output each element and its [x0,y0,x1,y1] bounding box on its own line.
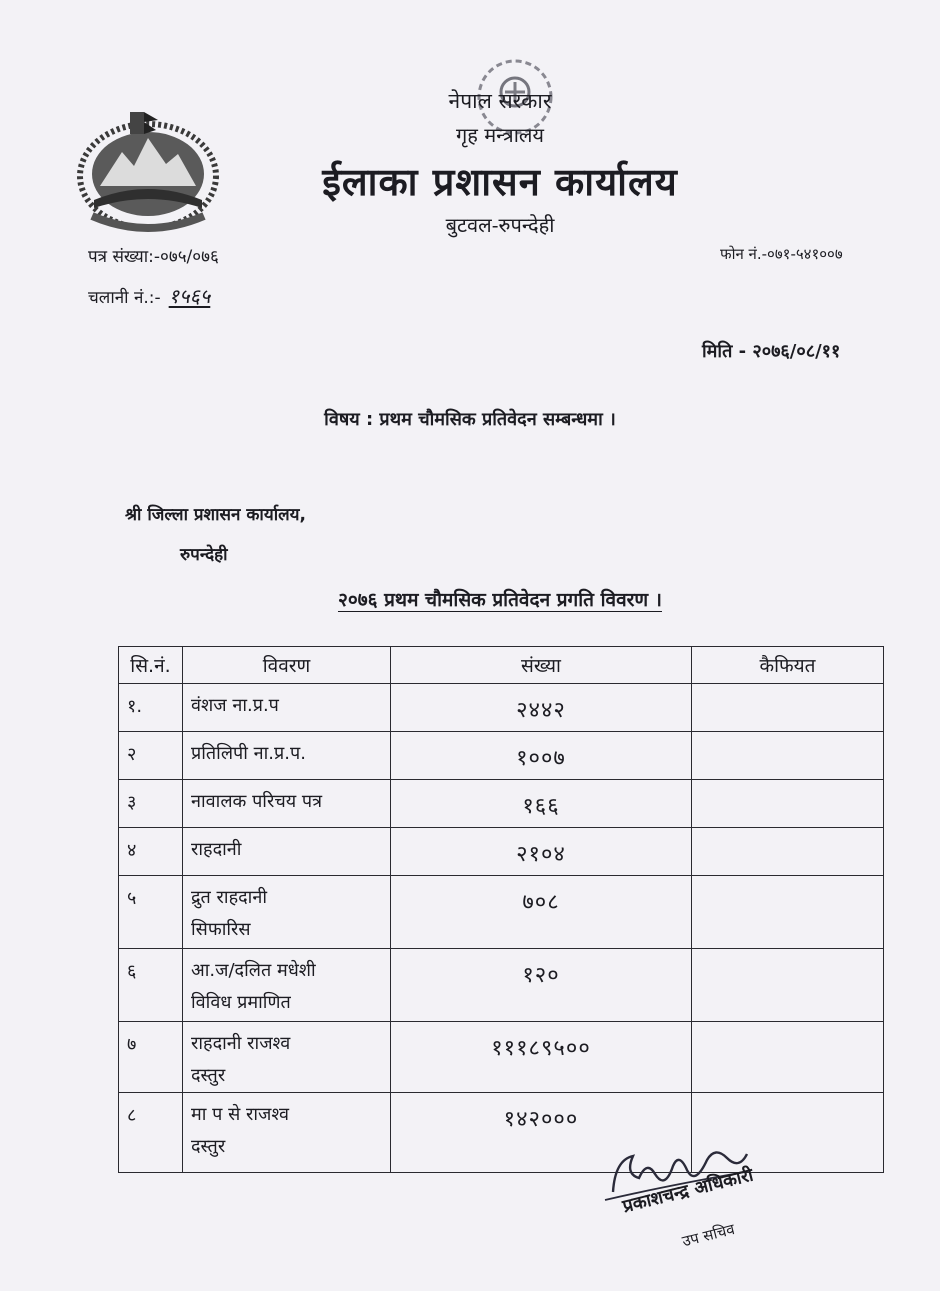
table-row [119,1022,884,1093]
header-remarks: कैफियत [692,647,884,684]
reference-value: ०७५/०७६ [160,247,219,267]
row-remarks [692,684,884,732]
row-remarks [692,876,884,949]
ministry-name: गृह मन्त्रालय [455,123,545,147]
table-row [119,876,884,949]
addressee-location: रुपन्देही [180,545,228,565]
letter-date: मिति - २०७६/०८/११ [702,341,841,362]
table-row [119,828,884,876]
addressee-office: श्री जिल्ला प्रशासन कार्यालय, [125,505,306,525]
row-description-line1: नावालक परिचय पत्र [191,791,323,812]
phone-number: फोन नं.-०७१-५४१००७ [720,245,843,263]
signatory-name: प्रकाशचन्द्र अधिकारी [620,1164,756,1218]
row-count: ७०८ [391,876,692,949]
table-row [119,949,884,1022]
office-title: ईलाका प्रशासन कार्यालय [322,159,678,204]
row-description-line2: दस्तुर [191,1136,226,1157]
row-serial: ७ [119,1022,183,1093]
row-count: १२० [391,949,692,1022]
office-location: बुटवल-रुपन्देही [445,213,555,237]
dispatch-value: १५६५ [168,284,211,308]
row-description [183,684,391,732]
row-description [183,949,391,1022]
row-description-line1: राहदानी [191,839,242,860]
row-description [183,876,391,949]
government-emblem-icon [74,108,222,234]
header-description: विवरण [183,647,391,684]
row-count: १००७ [391,732,692,780]
table-row [119,1093,884,1173]
row-description-line1: प्रतिलिपी ना.प्र.प. [191,743,306,764]
row-description-line2: दस्तुर [191,1065,226,1086]
table-row [119,732,884,780]
row-count: २१०४ [391,828,692,876]
row-remarks [692,780,884,828]
row-description-line1: राहदानी राजश्व [191,1033,291,1054]
row-serial: ८ [119,1093,183,1173]
table-row [119,780,884,828]
header-serial: सि.नं. [119,647,183,684]
government-name: नेपाल सरकार [448,89,552,113]
row-description [183,828,391,876]
reference-label: पत्र संख्या:- [88,247,161,267]
row-count: १११८९५०० [391,1022,692,1093]
row-description-line1: आ.ज/दलित मधेशी [191,960,316,981]
row-description [183,780,391,828]
reference-number [88,244,219,267]
table-header-row [119,647,884,684]
row-serial: ५ [119,876,183,949]
table-row [119,684,884,732]
header-count: संख्या [391,647,692,684]
dispatch-label: चलानी नं.:- [88,288,161,308]
row-remarks [692,828,884,876]
row-description-line2: सिफारिस [191,919,251,940]
row-description [183,732,391,780]
row-description-line1: वंशज ना.प्र.प [191,695,279,716]
row-remarks [692,732,884,780]
progress-table [118,646,884,1173]
signatory-title: उप सचिव [680,1220,737,1251]
row-count: १६६ [391,780,692,828]
row-serial: १. [119,684,183,732]
row-serial: २ [119,732,183,780]
row-count: २४४२ [391,684,692,732]
subject-line: विषय : प्रथम चौमसिक प्रतिवेदन सम्बन्धमा । [324,409,616,430]
row-description-line1: द्रुत राहदानी [191,887,267,908]
row-remarks [692,1022,884,1093]
row-description [183,1093,391,1173]
row-serial: ३ [119,780,183,828]
report-title: २०७६ प्रथम चौमसिक प्रतिवेदन प्रगति विवरण । [337,589,662,611]
row-serial: ४ [119,828,183,876]
row-description-line1: मा प से राजश्व [191,1104,290,1125]
dispatch-number [88,282,210,309]
row-serial: ६ [119,949,183,1022]
row-description-line2: विविध प्रमाणित [191,992,291,1013]
row-count: १४२००० [391,1093,692,1173]
row-description [183,1022,391,1093]
row-remarks [692,949,884,1022]
